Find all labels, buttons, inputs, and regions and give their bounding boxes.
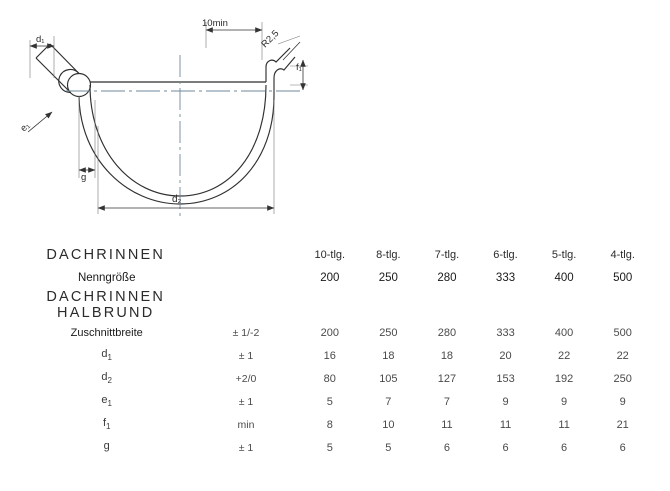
g-value-4: 6 — [561, 441, 568, 454]
d2-value-1: 105 — [379, 372, 398, 385]
e1-value-0: 5 — [326, 395, 333, 408]
d2-value-0: 80 — [323, 372, 336, 385]
d1-value-5: 22 — [616, 349, 629, 362]
dim-d1-base: d — [101, 348, 108, 361]
profile-outline — [36, 44, 295, 204]
label-g: g — [81, 172, 87, 183]
e1-value-1: 7 — [385, 395, 392, 408]
d1-value-4: 22 — [557, 349, 571, 362]
halbrund-c0 — [301, 289, 360, 321]
d1-value-2: 18 — [440, 349, 454, 362]
dim-f1-base: f — [102, 417, 107, 430]
dim-d2-sub: 2 — [107, 376, 112, 386]
d1-value-1: 18 — [382, 349, 395, 362]
zuschnittbreite-value-5: 500 — [613, 326, 632, 339]
nenngroesse-value-3: 333 — [495, 271, 516, 284]
table-row — [18, 344, 652, 367]
label-10min: 10min — [202, 18, 228, 29]
label-d2: d₂ — [172, 194, 182, 205]
g-tolerance: ± 1 — [238, 441, 254, 454]
row-label-e1 — [18, 390, 191, 413]
zuschnittbreite-value-4: 400 — [554, 326, 574, 339]
section-title-halbrund: DACHRINNEN HALBRUND — [46, 289, 166, 321]
row-label-g — [18, 436, 191, 459]
f1-value-5: 21 — [616, 418, 629, 431]
section-title-dachrinnen: DACHRINNEN — [46, 246, 166, 263]
drawing-annotations — [18, 18, 302, 205]
specification-table — [18, 243, 652, 459]
nenngroesse-value-4: 400 — [554, 271, 574, 284]
table-row — [18, 436, 652, 459]
table-row — [18, 413, 652, 436]
e1-value-2: 7 — [443, 395, 450, 408]
g-value-0: 5 — [326, 441, 333, 454]
zuschnittbreite-value-2: 280 — [437, 326, 457, 339]
f1-tolerance: min — [237, 418, 255, 431]
zuschnittbreite-value-0: 200 — [320, 326, 339, 339]
g-value-1: 5 — [385, 441, 392, 454]
row-label-d1 — [18, 344, 191, 367]
technical-drawing — [0, 0, 670, 240]
dim-f1-sub: 1 — [106, 422, 111, 432]
row-label-f1 — [18, 413, 191, 436]
g-value-5: 6 — [619, 441, 626, 454]
f1-value-4: 11 — [558, 418, 570, 431]
label-d1: d₁ — [36, 34, 45, 45]
halbrund-c3 — [476, 289, 535, 321]
zuschnittbreite-tolerance: ± 1/-2 — [232, 326, 260, 339]
nenngroesse-tol — [191, 266, 300, 289]
d2-value-2: 127 — [437, 372, 457, 385]
dim-e1-sub: 1 — [107, 399, 112, 409]
column-header-4: 5-tlg. — [551, 248, 577, 261]
d1-value-0: 16 — [323, 349, 336, 362]
g-value-2: 6 — [443, 441, 450, 454]
zuschnittbreite-value-1: 250 — [379, 326, 398, 339]
halbrund-c2 — [418, 289, 477, 321]
halbrund-spacer — [191, 289, 300, 321]
f1-value-2: 11 — [441, 418, 453, 431]
dim-e1-base: e — [101, 394, 108, 407]
halbrund-c5 — [593, 289, 652, 321]
d1-tolerance: ± 1 — [238, 349, 254, 362]
table-row-zuschnittbreite — [18, 321, 652, 344]
row-label-nenngroesse: Nenngröße — [77, 271, 136, 284]
row-label-zuschnittbreite: Zuschnittbreite — [70, 326, 143, 339]
column-header-5: 4-tlg. — [610, 248, 635, 261]
column-header-0: 10-tlg. — [314, 248, 346, 261]
e1-value-4: 9 — [561, 395, 568, 408]
table-header-row — [18, 243, 652, 266]
row-label-d2 — [18, 367, 191, 390]
d2-tolerance: +2/0 — [235, 372, 257, 385]
table-row — [18, 390, 652, 413]
label-e1: e₁ — [18, 120, 33, 135]
f1-value-1: 10 — [382, 418, 395, 431]
g-value-3: 6 — [502, 441, 509, 454]
d2-value-4: 192 — [554, 372, 574, 385]
gutter-cross-section-svg — [0, 0, 670, 240]
halbrund-c1 — [359, 289, 418, 321]
zuschnittbreite-value-3: 333 — [496, 326, 515, 339]
extension-lines — [30, 22, 308, 214]
table-row — [18, 367, 652, 390]
e1-tolerance: ± 1 — [238, 395, 254, 408]
label-f1: f₁ — [296, 62, 302, 73]
column-header-1: 8-tlg. — [376, 248, 401, 261]
e1-value-3: 9 — [502, 395, 509, 408]
nenngroesse-value-2: 280 — [437, 271, 457, 284]
f1-value-0: 8 — [326, 418, 333, 431]
d2-value-3: 153 — [496, 372, 515, 385]
nenngroesse-value-5: 500 — [613, 271, 633, 284]
halbrund-c4 — [535, 289, 594, 321]
f1-value-3: 11 — [499, 418, 512, 431]
nenngroesse-value-0: 200 — [320, 271, 340, 284]
dim-d1-sub: 1 — [107, 353, 112, 363]
e1-value-5: 9 — [619, 395, 626, 408]
d2-value-5: 250 — [613, 372, 632, 385]
table-row-section2-title — [18, 289, 652, 321]
column-header-3: 6-tlg. — [493, 248, 518, 261]
nenngroesse-value-1: 250 — [378, 271, 398, 284]
table-row-nenngroesse — [18, 266, 652, 289]
dim-d2-base: d — [101, 371, 108, 384]
label-radius: R2,5 — [259, 28, 282, 51]
d1-value-3: 20 — [499, 349, 512, 362]
column-header-2: 7-tlg. — [434, 248, 460, 261]
header-spacer — [191, 243, 300, 266]
dim-g-base: g — [103, 440, 110, 453]
